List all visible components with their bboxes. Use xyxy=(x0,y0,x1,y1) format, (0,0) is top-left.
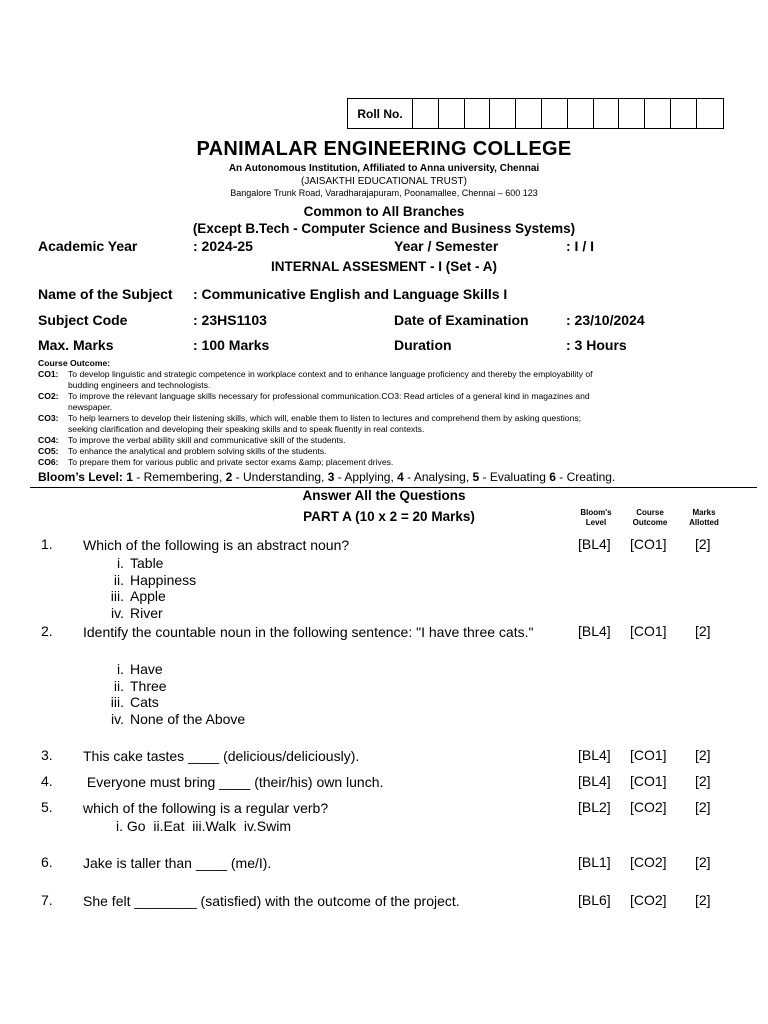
course-outcome-value: [CO1] xyxy=(630,747,667,763)
course-outcome-value: [CO1] xyxy=(630,773,667,789)
question-options-inline: i. Go ii.Eat iii.Walk iv.Swim xyxy=(116,818,292,834)
course-outcome-key: CO5: xyxy=(38,446,59,456)
blooms-level-number: 2 xyxy=(225,470,233,484)
course-outcome-key: CO1: xyxy=(38,369,59,379)
course-outcome-key: CO6: xyxy=(38,457,59,467)
course-outcome-value: [CO2] xyxy=(630,799,667,815)
course-outcomes xyxy=(38,358,738,468)
question-text: Identify the countable noun in the following sentence: "I have three cats." xyxy=(83,624,534,640)
question-option xyxy=(100,588,166,604)
question-option xyxy=(100,572,196,588)
course-outcome-item xyxy=(38,435,738,446)
course-outcome-continuation: newspaper. xyxy=(68,402,112,412)
blooms-level-number: 4 xyxy=(397,470,404,484)
blooms-level-text: - Applying, xyxy=(334,470,398,484)
course-outcome-title: Course Outcome: xyxy=(38,358,111,368)
column-header-line: Level xyxy=(585,518,607,527)
roll-number-label: Roll No. xyxy=(348,99,413,128)
duration-label: Duration xyxy=(394,337,452,353)
roll-number-cell[interactable] xyxy=(697,99,723,128)
blooms-level-number: 6 xyxy=(549,470,556,484)
blooms-level-label: Bloom’s Level: xyxy=(38,470,123,484)
max-marks-label: Max. Marks xyxy=(38,337,114,353)
question-text: which of the following is a regular verb? xyxy=(83,800,329,816)
option-numeral: iv. xyxy=(111,711,124,727)
column-header-marks-allotted xyxy=(684,508,724,528)
option-numeral: iv. xyxy=(111,605,124,621)
marks-value: [2] xyxy=(695,773,711,789)
blooms-level-legend xyxy=(38,470,615,484)
column-header-line: Marks xyxy=(692,508,716,517)
option-text: River xyxy=(130,605,163,621)
question-text: She felt ________ (satisfied) with the outcome of the project. xyxy=(83,893,460,909)
blooms-level-value: [BL2] xyxy=(578,799,611,815)
blooms-level-value: [BL1] xyxy=(578,854,611,870)
course-outcome-value: [CO1] xyxy=(630,536,667,552)
blooms-level-value: [BL4] xyxy=(578,536,611,552)
exam-date-label: Date of Examination xyxy=(394,312,529,328)
roll-number-cell[interactable] xyxy=(671,99,697,128)
roll-number-cell[interactable] xyxy=(490,99,516,128)
blooms-level-value: [BL6] xyxy=(578,892,611,908)
except-line: (Except B.Tech - Computer Science and Business Systems) xyxy=(192,221,576,236)
course-outcome-key: CO2: xyxy=(38,391,59,401)
roll-number-cell[interactable] xyxy=(542,99,568,128)
question-number: 5. xyxy=(41,799,53,815)
college-affiliation: An Autonomous Institution, Affiliated to Anna university, Chennai xyxy=(228,163,540,174)
question-option xyxy=(100,678,167,694)
roll-number-cell[interactable] xyxy=(645,99,671,128)
year-semester-value: : I / I xyxy=(566,238,594,254)
subject-name-label: Name of the Subject xyxy=(38,286,173,302)
roll-number-cell[interactable] xyxy=(516,99,542,128)
column-header-line: Outcome xyxy=(632,518,668,527)
branches-line: Common to All Branches xyxy=(303,204,465,219)
blooms-level-text: - Analysing, xyxy=(403,470,473,484)
option-numeral: ii. xyxy=(113,572,124,588)
option-text: Table xyxy=(130,555,164,571)
answer-all-heading: Answer All the Questions xyxy=(302,488,466,503)
roll-number-cell[interactable] xyxy=(619,99,645,128)
exam-date-value: : 23/10/2024 xyxy=(566,312,645,328)
question-option xyxy=(100,694,159,710)
question-number: 3. xyxy=(41,747,53,763)
option-text: None of the Above xyxy=(130,711,246,727)
course-outcome-value: [CO2] xyxy=(630,892,667,908)
question-number: 4. xyxy=(41,773,53,789)
blooms-level-value: [BL4] xyxy=(578,773,611,789)
assessment-title: INTERNAL ASSESMENT - I (Set - A) xyxy=(270,259,497,274)
roll-number-cell[interactable] xyxy=(465,99,491,128)
marks-value: [2] xyxy=(695,623,711,639)
question-number: 1. xyxy=(41,536,53,552)
subject-code-label: Subject Code xyxy=(38,312,128,328)
option-numeral: i. xyxy=(117,661,124,677)
course-outcome-text: To develop linguistic and strategic competence in workplace context and to enhance language proficiency and thereby the employability of xyxy=(68,369,593,379)
column-header-line: Bloom's xyxy=(580,508,612,517)
subject-code-value: : 23HS1103 xyxy=(193,312,267,328)
roll-number-cell[interactable] xyxy=(568,99,594,128)
option-text: Have xyxy=(130,661,163,677)
blooms-level-value: [BL4] xyxy=(578,623,611,639)
column-header-course-outcome xyxy=(628,508,672,528)
option-numeral: iii. xyxy=(110,588,124,604)
question-option xyxy=(100,555,163,571)
column-header-line: Allotted xyxy=(689,518,719,527)
course-outcome-value: [CO2] xyxy=(630,854,667,870)
course-outcome-item xyxy=(38,446,738,457)
question-text: Which of the following is an abstract noun? xyxy=(83,537,350,553)
option-numeral: i. xyxy=(117,555,124,571)
college-trust: (JAISAKTHI EDUCATIONAL TRUST) xyxy=(301,176,467,187)
blooms-level-text: - Evaluating xyxy=(479,470,550,484)
academic-year-label: Academic Year xyxy=(38,238,138,254)
option-text: Happiness xyxy=(130,572,197,588)
question-option xyxy=(100,661,163,677)
roll-number-cell[interactable] xyxy=(439,99,465,128)
course-outcome-item xyxy=(38,391,738,402)
blooms-level-number: 1 xyxy=(126,470,133,484)
marks-value: [2] xyxy=(695,854,711,870)
question-text: Everyone must bring ____ (their/his) own lunch. xyxy=(83,774,384,790)
max-marks-value: : 100 Marks xyxy=(193,337,270,353)
question-number: 2. xyxy=(41,623,53,639)
roll-number-cell[interactable] xyxy=(594,99,620,128)
course-outcome-value: [CO1] xyxy=(630,623,667,639)
year-semester-label: Year / Semester xyxy=(394,238,499,254)
course-outcome-item xyxy=(38,369,738,380)
blooms-level-value: [BL4] xyxy=(578,747,611,763)
option-text: Apple xyxy=(130,588,166,604)
course-outcome-text: To improve the verbal ability skill and communicative skill of the students. xyxy=(68,435,346,445)
option-text: Three xyxy=(130,678,167,694)
duration-value: : 3 Hours xyxy=(566,337,627,353)
course-outcome-continuation: budding engineers and technologists. xyxy=(68,380,211,390)
course-outcome-key: CO4: xyxy=(38,435,59,445)
blooms-level-text: - Creating. xyxy=(555,470,616,484)
blooms-level-text: - Understanding, xyxy=(232,470,328,484)
course-outcome-continuation: seeking clarification and developing their speaking skills and to speak fluently in real contexts. xyxy=(68,424,425,434)
marks-value: [2] xyxy=(695,892,711,908)
question-text: Jake is taller than ____ (me/I). xyxy=(83,855,272,871)
blooms-level-number: 3 xyxy=(327,470,335,484)
question-text: This cake tastes ____ (delicious/deliciously). xyxy=(83,748,360,764)
course-outcome-text: To improve the relevant language skills necessary for professional communication.CO3: Read articles of a general kind in magazines and xyxy=(68,391,590,401)
column-header-blooms-level xyxy=(576,508,616,528)
marks-value: [2] xyxy=(695,747,711,763)
option-text: Cats xyxy=(130,694,159,710)
college-address: Bangalore Trunk Road, Varadharajapuram, Poonamallee, Chennai – 600 123 xyxy=(230,188,538,198)
marks-value: [2] xyxy=(695,536,711,552)
option-numeral: iii. xyxy=(110,694,124,710)
option-numeral: ii. xyxy=(113,678,124,694)
blooms-level-text: - Remembering, xyxy=(132,470,226,484)
course-outcome-item xyxy=(38,413,738,424)
academic-year-value: : 2024-25 xyxy=(193,238,253,254)
question-option xyxy=(100,711,245,727)
roll-number-cell[interactable] xyxy=(413,99,439,128)
question-number: 6. xyxy=(41,854,53,870)
course-outcome-item xyxy=(38,457,738,468)
question-option xyxy=(100,605,163,621)
course-outcome-key: CO3: xyxy=(38,413,59,423)
course-outcome-text: To enhance the analytical and problem solving skills of the students. xyxy=(68,446,327,456)
part-a-title: PART A (10 x 2 = 20 Marks) xyxy=(303,509,475,524)
roll-number-box xyxy=(347,98,724,129)
blooms-level-number: 5 xyxy=(472,470,480,484)
column-header-line: Course xyxy=(636,508,664,517)
subject-name-value: : Communicative English and Language Skills I xyxy=(193,286,508,302)
course-outcome-text: To help learners to develop their listening skills, which will, enable them to listen to lectures and comprehend them by asking questions; xyxy=(68,413,582,423)
course-outcome-text: To prepare them for various public and private sector exams &amp; placement drives. xyxy=(68,457,394,467)
question-number: 7. xyxy=(41,892,53,908)
marks-value: [2] xyxy=(695,799,711,815)
college-name: PANIMALAR ENGINEERING COLLEGE xyxy=(196,138,572,160)
